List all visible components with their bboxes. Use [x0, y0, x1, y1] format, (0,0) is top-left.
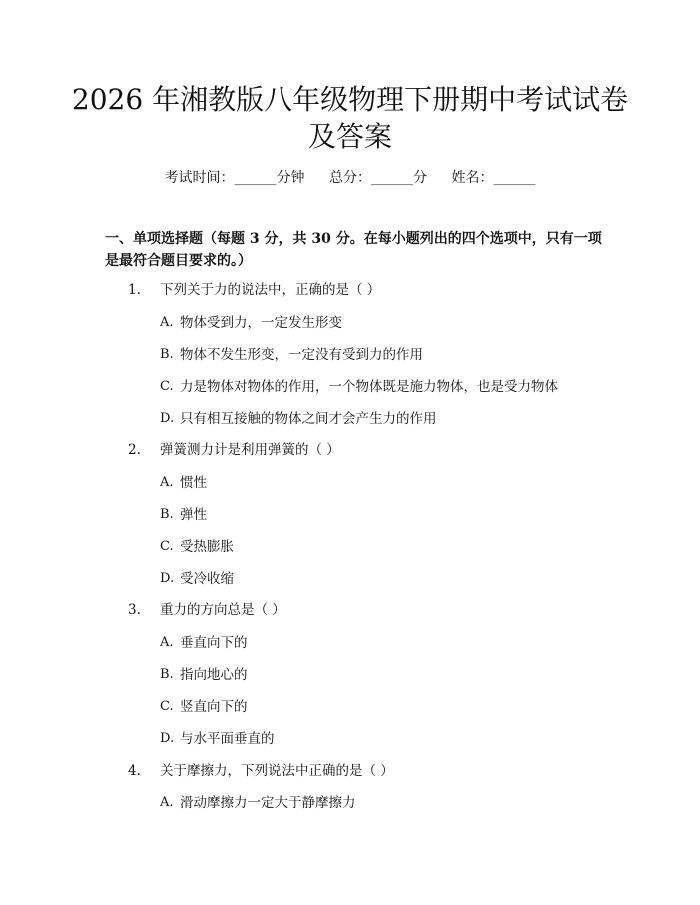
question-text: 关于摩擦力，下列说法中正确的是（ ）: [160, 763, 394, 779]
option-text: 滑动摩擦力一定大于静摩擦力: [180, 795, 356, 811]
option-letter: D.: [160, 411, 175, 426]
option-letter: C.: [160, 379, 174, 394]
option-letter: B.: [160, 667, 174, 682]
option-letter: C.: [160, 539, 174, 554]
exam-title-line-2: 及答案: [307, 120, 392, 153]
option-letter: A.: [160, 795, 174, 810]
exam-time-field: 考试时间：______分钟: [164, 170, 305, 186]
option-letter: B.: [160, 347, 174, 362]
question-text: 重力的方向总是（ ）: [160, 602, 286, 618]
option-letter: D.: [160, 571, 175, 586]
option-text: 受热膨胀: [180, 539, 234, 555]
question-number: 2.: [128, 442, 141, 458]
section-heading-single-choice: 一、单项选择题（每题 3 分，共 30 分。在每小题列出的四个选项中，只有一项是最符合题目要求的。）: [105, 231, 602, 269]
question-number: 1.: [128, 282, 141, 298]
option-letter: B.: [160, 507, 174, 522]
option-text: 竖直向下的: [180, 699, 248, 715]
option-text: 物体不发生形变，一定没有受到力的作用: [180, 347, 423, 363]
option-text: 垂直向下的: [180, 635, 248, 651]
option-text: 只有相互接触的物体之间才会产生力的作用: [180, 411, 437, 427]
student-name-field: 姓名：______: [451, 170, 536, 186]
option-text: 弹性: [180, 507, 207, 523]
option-text: 受冷收缩: [180, 571, 234, 587]
option-text: 力是物体对物体的作用，一个物体既是施力物体，也是受力物体: [180, 379, 558, 395]
question-text: 下列关于力的说法中，正确的是（ ）: [160, 282, 381, 298]
question-number: 3.: [128, 602, 141, 618]
option-text: 物体受到力，一定发生形变: [180, 315, 342, 331]
exam-meta-line: [0, 168, 700, 188]
option-text: 惯性: [180, 475, 207, 491]
question-number: 4.: [128, 763, 141, 779]
option-letter: C.: [160, 699, 174, 714]
option-letter: A.: [160, 635, 174, 650]
exam-title-line-1: 2026 年湘教版八年级物理下册期中考试试卷: [71, 83, 629, 116]
option-text: 指向地心的: [180, 667, 248, 683]
question-text: 弹簧测力计是利用弹簧的（ ）: [160, 442, 340, 458]
option-letter: A.: [160, 315, 174, 330]
option-letter: D.: [160, 731, 175, 746]
option-text: 与水平面垂直的: [180, 731, 275, 747]
option-letter: A.: [160, 475, 174, 490]
total-score-field: 总分：______分: [329, 170, 427, 186]
